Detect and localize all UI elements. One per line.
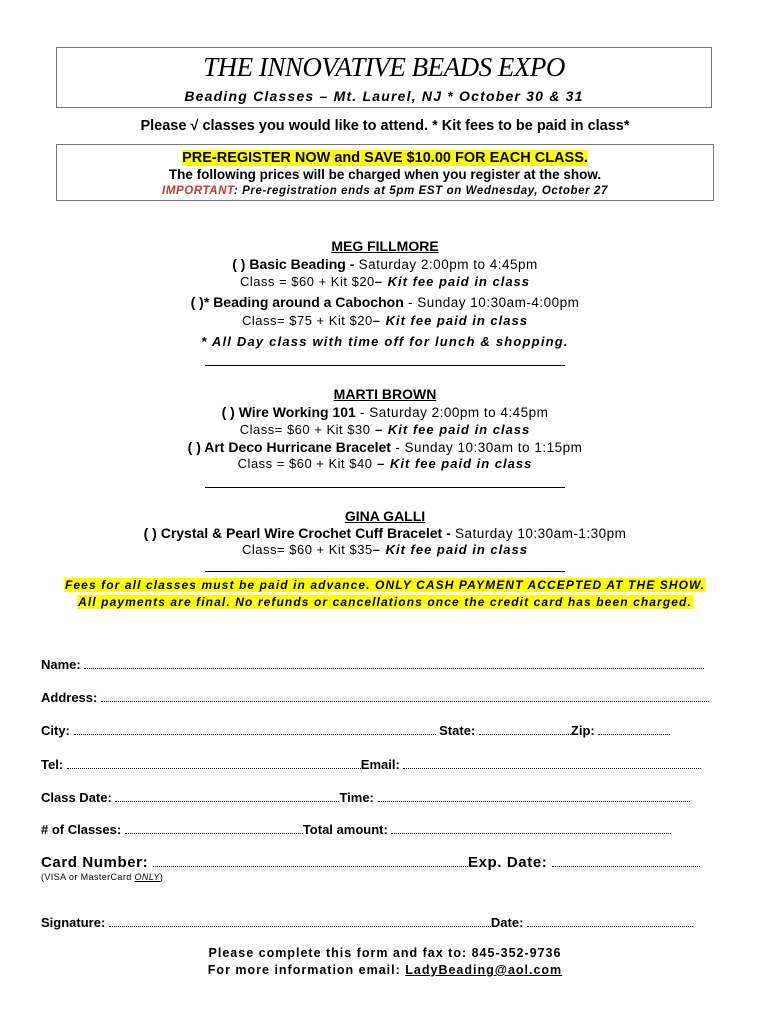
all-day-note: * All Day class with time off for lunch & shopping. [201, 334, 569, 349]
class-checkbox[interactable]: ( ) [232, 256, 246, 272]
class-checkbox[interactable]: ( ) [143, 525, 157, 541]
class-title: Beading around a Cabochon [213, 294, 404, 310]
card-field-row [41, 854, 700, 871]
card-type-prefix: (VISA or MasterCard [41, 872, 135, 882]
section-divider [205, 487, 565, 488]
preregister-headline: PRE-REGISTER NOW and SAVE $10.00 FOR EACH CLASS. [182, 150, 588, 166]
class-checkbox[interactable]: ( )* [190, 294, 210, 310]
fax-instructions: Please complete this form and fax to: 845-352-9736 [208, 946, 562, 960]
class-title: Basic Beading - [249, 256, 355, 272]
class-price-text: Class = $60 + Kit $20 [239, 274, 375, 289]
zip-label: Zip: [570, 723, 595, 738]
exp-date-field[interactable] [552, 856, 700, 867]
important-text: : Pre-registration ends at 5pm EST on Wednesday, October 27 [233, 185, 608, 197]
class-time: Saturday 2:00pm to 4:45pm [354, 257, 538, 272]
address-field[interactable] [101, 691, 709, 702]
section-divider [205, 571, 565, 572]
exp-date-label: Exp. Date: [468, 854, 548, 871]
following-prices-note: The following prices will be charged when you register at the show. [168, 167, 602, 182]
tel-label: Tel: [41, 757, 64, 772]
page-subtitle: Beading Classes – Mt. Laurel, NJ * October 30 & 31 [184, 88, 584, 104]
email-instructions [0, 963, 770, 977]
fees-notice-line1-wrap [0, 576, 770, 594]
time-field[interactable] [378, 791, 690, 802]
instructor-name: GINA GALLI [344, 508, 426, 524]
classes-field-row [41, 822, 671, 837]
email-label: Email: [360, 757, 400, 772]
card-type-only: ONLY [134, 872, 160, 882]
zip-field[interactable] [598, 724, 670, 735]
instructor-name: MARTI BROWN [333, 386, 437, 402]
class-date-field-row [41, 790, 690, 805]
kit-fee-note: – Kit fee paid in class [372, 313, 528, 328]
card-number-label: Card Number: [41, 854, 149, 871]
address-field-row [41, 690, 709, 705]
class-time: - Saturday 2:00pm to 4:45pm [355, 405, 549, 420]
state-label: State: [439, 723, 476, 738]
num-classes-label: # of Classes: [41, 822, 122, 837]
total-amount-label: Total amount: [302, 822, 388, 837]
name-field-row [41, 657, 704, 672]
card-type-note [41, 872, 163, 882]
kit-fee-note: – Kit fee paid in class [374, 274, 531, 289]
total-amount-field[interactable] [391, 823, 671, 834]
class-price [0, 313, 770, 328]
section-divider [205, 365, 565, 366]
fees-notice-line2: All payments are final. No refunds or cancellations once the credit card has been charged. [78, 595, 692, 609]
instructor-name: MEG FILLMORE [331, 238, 439, 254]
preregister-headline-wrap [57, 149, 713, 167]
kit-fee-note: – Kit fee paid in class [372, 542, 528, 557]
class-option [0, 256, 770, 272]
class-title: Wire Working 101 [238, 404, 356, 420]
class-title: Crystal & Pearl Wire Crochet Cuff Bracelet - [160, 525, 451, 541]
please-line: Please √ classes you would like to attend. * Kit fees to be paid in class* [140, 118, 630, 134]
important-note [57, 185, 713, 197]
state-field[interactable] [479, 724, 571, 735]
class-option [0, 404, 770, 420]
page-title: THE INNOVATIVE BEADS EXPO [203, 52, 565, 82]
class-price-text: Class= $75 + Kit $20 [242, 313, 373, 328]
name-label: Name: [41, 657, 81, 672]
class-price [0, 422, 770, 437]
preregister-box [56, 144, 714, 201]
card-number-field[interactable] [153, 856, 468, 867]
class-option [0, 525, 770, 541]
class-option [0, 294, 770, 310]
class-price-text: Class = $60 + Kit $40 [237, 456, 373, 471]
class-date-field[interactable] [115, 791, 339, 802]
signature-field[interactable] [109, 916, 491, 927]
class-price-text: Class= $60 + Kit $35 [242, 542, 373, 557]
city-field-row [41, 723, 670, 738]
time-label: Time: [339, 790, 374, 805]
class-time: - Sunday 10:30am-4:00pm [403, 295, 580, 310]
class-price [0, 542, 770, 557]
num-classes-field[interactable] [125, 823, 303, 834]
class-price-text: Class= $60 + Kit $30 [239, 422, 371, 437]
name-field[interactable] [84, 658, 704, 669]
date-field[interactable] [527, 916, 693, 927]
important-label: IMPORTANT [162, 185, 234, 197]
kit-fee-note: – Kit fee paid in class [370, 422, 531, 437]
contact-email-link[interactable]: LadyBeading@aol.com [405, 963, 563, 977]
signature-field-row [41, 915, 693, 930]
class-time: - Sunday 10:30am to 1:15pm [390, 440, 583, 455]
tel-field-row [41, 757, 701, 772]
class-price [0, 274, 770, 289]
city-label: City: [41, 723, 70, 738]
title-box [56, 47, 712, 108]
email-prefix: For more information email: [207, 963, 406, 977]
class-title: Art Deco Hurricane Bracelet [204, 439, 391, 455]
class-checkbox[interactable]: ( ) [221, 404, 235, 420]
class-price [0, 456, 770, 471]
class-checkbox[interactable]: ( ) [187, 439, 201, 455]
class-time: Saturday 10:30am-1:30pm [450, 526, 627, 541]
address-label: Address: [41, 690, 98, 705]
date-label: Date: [490, 915, 524, 930]
class-option [0, 439, 770, 455]
fees-notice-line1: Fees for all classes must be paid in advance. ONLY CASH PAYMENT ACCEPTED AT THE SHOW. [64, 578, 706, 592]
signature-label: Signature: [41, 915, 106, 930]
card-type-suffix: ) [159, 872, 164, 882]
fees-notice-line2-wrap [0, 593, 770, 611]
city-field[interactable] [74, 724, 436, 735]
kit-fee-note: – Kit fee paid in class [372, 456, 533, 471]
tel-field[interactable] [67, 758, 361, 769]
email-field[interactable] [403, 758, 701, 769]
class-date-label: Class Date: [41, 790, 112, 805]
